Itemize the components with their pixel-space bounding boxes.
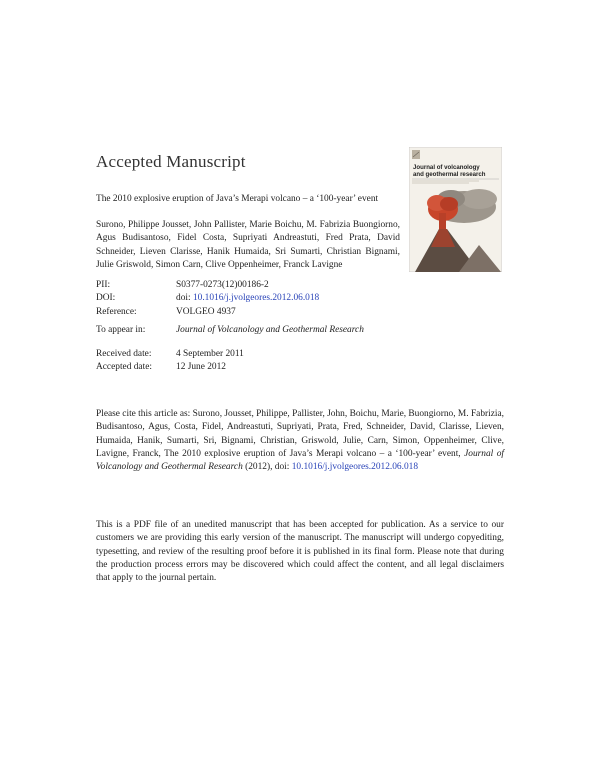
- received-row: [96, 348, 244, 361]
- doi-prefix: doi:: [176, 293, 191, 304]
- article-title: The 2010 explosive eruption of Java’s Merapi volcano – a ‘100-year’ event: [96, 194, 379, 204]
- citation-text: Please cite this article as: Surono, Jousset, Philippe, Pallister, John, Boichu, Marie, Buongiorno, M. Fabrizia, Budisantoso, Agus, Costa, Fidel, Andreastuti, Supriyati, Prata, Fred, Schneider, David, Clarisse, Lieven, Humaida, Hanik, Sumarti, Sri, Bignami, Christian, Griswold, Julie, Carn, Simon, Oppenheimer, Clive, Lavigne, Franck, The 2010 explosive eruption of Java’s Merapi volcano – a ‘100-year’ event,: [96, 409, 504, 459]
- doi-label: DOI:: [96, 293, 116, 304]
- doi-link[interactable]: 10.1016/j.jvolgeores.2012.06.018: [192, 293, 320, 304]
- citation-paragraph: [96, 408, 504, 474]
- dates-block: [96, 348, 244, 375]
- identifier-block: [96, 279, 319, 319]
- accepted-row: [96, 361, 244, 374]
- accepted-value: 12 June 2012: [176, 362, 226, 373]
- cover-title-line2: and geothermal research: [413, 171, 486, 178]
- doi-row: [96, 292, 319, 305]
- reference-label: Reference:: [96, 306, 137, 317]
- reference-row: [96, 306, 319, 319]
- accepted-label: Accepted date:: [96, 362, 152, 373]
- journal-cover: [409, 147, 502, 272]
- citation-doi-link[interactable]: 10.1016/j.jvolgeores.2012.06.018: [291, 462, 419, 473]
- page-heading: Accepted Manuscript: [96, 152, 246, 171]
- appear-block: [96, 324, 364, 337]
- volcano-eruption-illustration-icon: [409, 147, 502, 272]
- appear-journal: Journal of Volcanology and Geothermal Research: [176, 325, 364, 335]
- received-value: 4 September 2011: [176, 349, 244, 359]
- citation-year-doi: (2012), doi:: [245, 462, 290, 473]
- reference-value: VOLGEO 4937: [176, 306, 236, 317]
- author-list: Surono, Philippe Jousset, John Pallister, Marie Boichu, M. Fabrizia Buongiorno, Agus Budisantoso, Fidel Costa, Supriyati Andreastuti, Fred Prata, David Schneider, Lieven Clarisse, Hanik Humaida, Sri Sumarti, Christian Bignami, Julie Griswold, Simon Carn, Clive Oppenheimer, Franck Lavigne: [96, 220, 400, 270]
- received-label: Received date:: [96, 349, 152, 359]
- cover-title-line1: Journal of volcanology: [413, 164, 480, 171]
- pii-label: PII:: [96, 280, 111, 290]
- appear-label: To appear in:: [96, 325, 146, 335]
- pii-value: S0377-0273(12)00186-2: [176, 280, 269, 290]
- disclaimer-paragraph: This is a PDF file of an unedited manuscript that has been accepted for publication. As a service to our customers we are providing this early version of the manuscript. The manuscript will undergo copyediting, typesetting, and review of the resulting proof before it is published in its final form. Please note that during the production process errors may be discovered which could affect the content, and all legal disclaimers that apply to the journal pertain.: [96, 520, 504, 584]
- pii-row: [96, 279, 319, 292]
- citation-journal: Journal of Volcanology and Geothermal Research: [96, 448, 504, 473]
